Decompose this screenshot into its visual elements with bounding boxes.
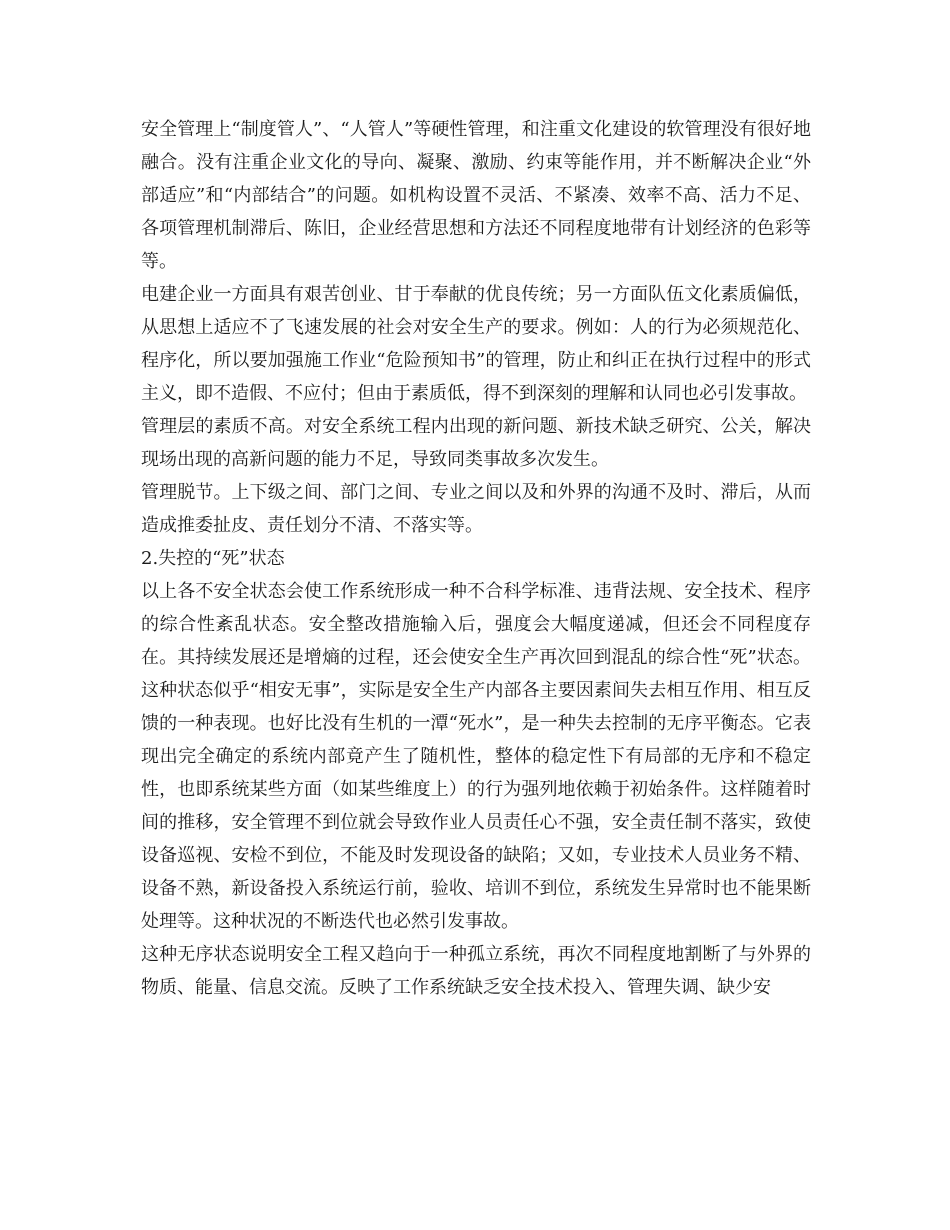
paragraph-management-disconnect: 管理脱节。上下级之间、部门之间、专业之间以及和外界的沟通不及时、滞后，从而造成推委扯皮、责任划分不清、不落实等。 — [141, 482, 811, 536]
paragraph-disorder-state: 这种无序状态说明安全工程又趋向于一种孤立系统，再次不同程度地割断了与外界的物质、能量、信息交流。反映了工作系统缺乏安全技术投入、管理失调、缺少安 — [141, 944, 811, 998]
paragraph-dead-state: 以上各不安全状态会使工作系统形成一种不合科学标准、违背法规、安全技术、程序的综合性紊乱状态。安全整改措施输入后，强度会大幅度递减，但还会不同程度存在。其持续发展还是增熵的过程，还会使安全生产再次回到混乱的综合性“死”状态。这种状态似乎“相安无事”，实际是安全生产内部各主要因素间失去相互作用、相互反馈的一种表现。也好比没有生机的一潭“死水”，是一种失去控制的无序平衡态。它表现出完全确定的系统内部竟产生了随机性，整体的稳定性下有局部的无序和不稳定性，也即系统某些方面（如某些维度上）的行为强列地依赖于初始条件。这样随着时间的推移，安全管理不到位就会导致作业人员责任心不强，安全责任制不落实，致使设备巡视、安检不到位，不能及时发现设备的缺陷；又如，专业技术人员业务不精、设备不熟，新设备投入系统运行前，验收、培训不到位，系统发生异常时也不能果断处理等。这种状况的不断迭代也必然引发事故。 — [141, 581, 811, 932]
document-body — [141, 113, 811, 1004]
paragraph-management-level: 管理层的素质不高。对安全系统工程内出现的新问题、新技术缺乏研究、公关，解决现场出现的高新问题的能力不足，导致同类事故多次发生。 — [141, 416, 811, 470]
paragraph-workforce-quality: 电建企业一方面具有艰苦创业、甘于奉献的优良传统；另一方面队伍文化素质偏低，从思想上适应不了飞速发展的社会对安全生产的要求。例如：人的行为必须规范化、程序化，所以要加强施工作业“危险预知书”的管理，防止和纠正在执行过程中的形式主义，即不造假、不应付；但由于素质低，得不到深刻的理解和认同也必引发事故。 — [141, 284, 811, 404]
paragraph-management-integration: 安全管理上“制度管人”、“人管人”等硬性管理，和注重文化建设的软管理没有很好地融合。没有注重企业文化的导向、凝聚、激励、约束等能作用，并不断解决企业“外部适应”和“内部结合”的问题。如机构设置不灵活、不紧凑、效率不高、活力不足、各项管理机制滞后、陈旧，企业经营思想和方法还不同程度地带有计划经济的色彩等等。 — [141, 119, 811, 272]
section-heading: 2.失控的“死”状态 — [141, 548, 285, 569]
